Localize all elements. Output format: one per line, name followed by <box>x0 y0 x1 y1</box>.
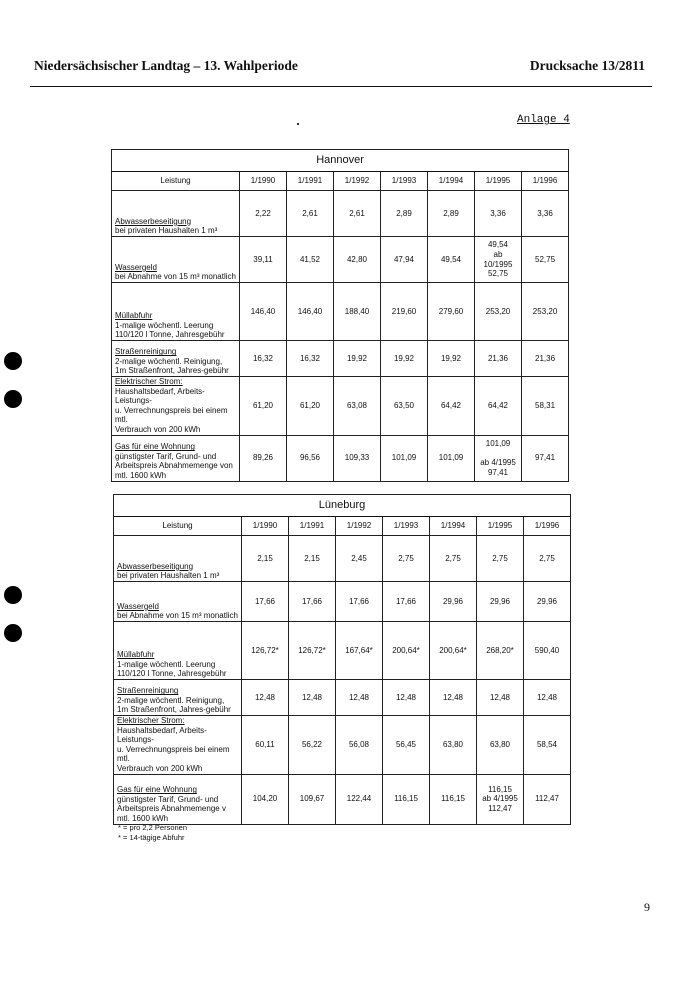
table-cell: 56,45 <box>383 716 430 775</box>
row-heading: Gas für eine Wohnung <box>115 442 195 452</box>
table-cell: 2,61 <box>334 191 381 237</box>
table-cell: 253,20 <box>522 283 569 341</box>
document-header-title: Niedersächsischer Landtag – 13. Wahlperiode <box>34 58 298 73</box>
row-heading: Wassergeld <box>117 601 159 611</box>
table-cell: 12,48 <box>289 680 336 716</box>
table-cell: 116,15 <box>430 774 477 824</box>
table-cell: 58,31 <box>522 377 569 436</box>
table-cell: 61,20 <box>240 377 287 436</box>
table-cell: 63,08 <box>334 377 381 436</box>
table-cell: 167,64* <box>336 622 383 680</box>
table-row <box>112 191 569 237</box>
table-cell: 58,54 <box>524 716 571 775</box>
row-description: 2-malige wöchentl. Reinigung, 1m Straßenfront, Jahres-gebühr <box>117 695 231 715</box>
column-header-year: 1/1994 <box>430 517 477 536</box>
table-cell: 116,15 ab 4/1995 112,47 <box>477 774 524 824</box>
table-cell: 268,20* <box>477 622 524 680</box>
table-row <box>114 536 571 582</box>
row-label <box>114 622 242 680</box>
row-description: günstigster Tarif, Grund- und Arbeitspreis Abnahmemenge von mtl. 1600 kWh <box>115 451 233 480</box>
table-cell: 2,61 <box>287 191 334 237</box>
table-cell: 49,54 <box>428 237 475 283</box>
table-cell: 2,75 <box>477 536 524 582</box>
table-row <box>112 237 569 283</box>
table-cell: 12,48 <box>336 680 383 716</box>
table-cell: 16,32 <box>240 341 287 377</box>
row-description: 1-malige wöchentl. Leerung 110/120 l Tonne, Jahresgebühr <box>115 320 225 340</box>
table-cell: 104,20 <box>242 774 289 824</box>
column-header-row <box>112 172 569 191</box>
column-header-year: 1/1993 <box>381 172 428 191</box>
table-cell: 2,75 <box>383 536 430 582</box>
table-cell: 12,48 <box>242 680 289 716</box>
table-cell: 97,41 <box>522 435 569 481</box>
table-cell: 16,32 <box>287 341 334 377</box>
table-lueneburg <box>113 494 571 825</box>
row-description: günstigster Tarif, Grund- und Arbeitspreis Abnahmemenge v mtl. 1600 kWh <box>117 794 226 823</box>
table-cell: 60,11 <box>242 716 289 775</box>
table-cell: 590,40 <box>524 622 571 680</box>
column-header-year: 1/1994 <box>428 172 475 191</box>
row-description: 1-malige wöchentl. Leerung 110/120 l Tonne, Jahresgebühr <box>117 659 227 679</box>
table-title: Hannover <box>112 150 569 172</box>
column-header-year: 1/1992 <box>334 172 381 191</box>
table-cell: 116,15 <box>383 774 430 824</box>
table-cell: 2,89 <box>381 191 428 237</box>
column-header-leistung: Leistung <box>114 517 242 536</box>
footnote: * = pro 2,2 Personen <box>118 823 188 832</box>
row-label <box>114 774 242 824</box>
table-hannover <box>111 149 569 482</box>
table-row <box>112 341 569 377</box>
table-cell: 3,36 <box>522 191 569 237</box>
row-label <box>114 536 242 582</box>
row-description: bei Abnahme von 15 m³ monatlich <box>115 272 236 282</box>
row-label <box>112 341 240 377</box>
row-description: Haushaltsbedarf, Arbeits- Leistungs- u. Verrechnungspreis bei einem mtl. Verbrauch von 200 kWh <box>117 725 230 773</box>
table-row <box>114 582 571 622</box>
column-header-year: 1/1990 <box>240 172 287 191</box>
row-label <box>112 191 240 237</box>
punch-hole <box>4 624 22 642</box>
table-cell: 63,80 <box>477 716 524 775</box>
row-heading: Müllabfuhr <box>115 311 153 321</box>
column-header-year: 1/1995 <box>477 517 524 536</box>
table-cell: 122,44 <box>336 774 383 824</box>
table-cell: 64,42 <box>475 377 522 436</box>
column-header-year: 1/1996 <box>524 517 571 536</box>
appendix-label: Anlage 4 <box>517 114 570 126</box>
table-cell: 96,56 <box>287 435 334 481</box>
table-cell: 219,60 <box>381 283 428 341</box>
table-row <box>114 716 571 775</box>
row-heading: Straßenreinigung <box>115 347 177 357</box>
column-header-year: 1/1996 <box>522 172 569 191</box>
table-cell: 29,96 <box>524 582 571 622</box>
table-cell: 2,89 <box>428 191 475 237</box>
table-cell: 64,42 <box>428 377 475 436</box>
table-cell: 17,66 <box>336 582 383 622</box>
table-row <box>112 435 569 481</box>
column-header-leistung: Leistung <box>112 172 240 191</box>
table-cell: 12,48 <box>477 680 524 716</box>
table-cell: 2,15 <box>289 536 336 582</box>
table-cell: 49,54 ab 10/1995 52,75 <box>475 237 522 283</box>
table-cell: 2,22 <box>240 191 287 237</box>
table-cell: 63,50 <box>381 377 428 436</box>
row-description: bei Abnahme von 15 m³ monatlich <box>117 611 238 621</box>
table-cell: 39,11 <box>240 237 287 283</box>
table-cell: 101,09 <box>428 435 475 481</box>
column-header-year: 1/1993 <box>383 517 430 536</box>
table-cell: 56,22 <box>289 716 336 775</box>
table-cell: 101,09 ab 4/1995 97,41 <box>475 435 522 481</box>
table-row <box>112 377 569 436</box>
table-cell: 200,64* <box>430 622 477 680</box>
row-label <box>112 283 240 341</box>
table-cell: 56,08 <box>336 716 383 775</box>
table-cell: 47,94 <box>381 237 428 283</box>
table-cell: 17,66 <box>242 582 289 622</box>
header-divider <box>30 86 652 87</box>
footnotes <box>118 823 187 843</box>
table-cell: 19,92 <box>334 341 381 377</box>
table-cell: 112,47 <box>524 774 571 824</box>
table-cell: 41,52 <box>287 237 334 283</box>
footnote: * = 14-tägige Abfuhr <box>118 833 185 843</box>
row-description: 2-malige wöchentl. Reinigung, 1m Straßenfront, Jahres-gebühr <box>115 356 229 376</box>
table-cell: 200,64* <box>383 622 430 680</box>
punch-hole <box>4 390 22 408</box>
row-label <box>114 716 242 775</box>
column-header-row <box>114 517 571 536</box>
scan-speck <box>297 123 299 125</box>
table-cell: 12,48 <box>524 680 571 716</box>
row-heading: Wassergeld <box>115 262 157 272</box>
row-heading: Abwasserbeseitigung <box>117 561 194 571</box>
row-heading: Elektrischer Strom: <box>115 377 183 386</box>
row-heading: Elektrischer Strom: <box>117 716 185 725</box>
row-heading: Abwasserbeseitigung <box>115 216 192 226</box>
table-cell: 17,66 <box>383 582 430 622</box>
table-cell: 146,40 <box>240 283 287 341</box>
column-header-year: 1/1990 <box>242 517 289 536</box>
table-cell: 21,36 <box>522 341 569 377</box>
column-header-year: 1/1991 <box>289 517 336 536</box>
row-label <box>112 377 240 436</box>
row-description: bei privaten Haushalten 1 m³ <box>117 571 220 581</box>
row-label <box>112 435 240 481</box>
table-cell: 101,09 <box>381 435 428 481</box>
column-header-year: 1/1992 <box>336 517 383 536</box>
table-cell: 3,36 <box>475 191 522 237</box>
page-number: 9 <box>644 900 650 914</box>
table-cell: 29,96 <box>430 582 477 622</box>
table-cell: 109,67 <box>289 774 336 824</box>
table-cell: 12,48 <box>383 680 430 716</box>
punch-hole <box>4 586 22 604</box>
table-cell: 126,72* <box>242 622 289 680</box>
table-cell: 29,96 <box>477 582 524 622</box>
table-cell: 126,72* <box>289 622 336 680</box>
row-label <box>112 237 240 283</box>
table-cell: 19,92 <box>428 341 475 377</box>
table-cell: 63,80 <box>430 716 477 775</box>
row-description: Haushaltsbedarf, Arbeits- Leistungs- u. Verrechnungspreis bei einem mtl. Verbrauch von 200 kWh <box>115 386 228 434</box>
table-cell: 2,45 <box>336 536 383 582</box>
table-cell: 17,66 <box>289 582 336 622</box>
row-label <box>114 680 242 716</box>
column-header-year: 1/1995 <box>475 172 522 191</box>
table-cell: 2,75 <box>430 536 477 582</box>
table-cell: 146,40 <box>287 283 334 341</box>
table-title: Lüneburg <box>114 495 571 517</box>
table-cell: 2,15 <box>242 536 289 582</box>
table-cell: 12,48 <box>430 680 477 716</box>
table-row <box>114 622 571 680</box>
document-number: Drucksache 13/2811 <box>529 58 645 73</box>
table-cell: 89,26 <box>240 435 287 481</box>
row-description: bei privaten Haushalten 1 m³ <box>115 226 218 236</box>
table-cell: 19,92 <box>381 341 428 377</box>
table-cell: 21,36 <box>475 341 522 377</box>
table-cell: 188,40 <box>334 283 381 341</box>
table-cell: 253,20 <box>475 283 522 341</box>
table-cell: 279,60 <box>428 283 475 341</box>
row-heading: Straßenreinigung <box>117 686 179 696</box>
table-row <box>114 680 571 716</box>
punch-hole <box>4 352 22 370</box>
table-cell: 2,75 <box>524 536 571 582</box>
table-cell: 42,80 <box>334 237 381 283</box>
column-header-year: 1/1991 <box>287 172 334 191</box>
row-heading: Gas für eine Wohnung <box>117 785 197 795</box>
row-heading: Müllabfuhr <box>117 650 155 660</box>
table-row <box>114 774 571 824</box>
row-label <box>114 582 242 622</box>
table-cell: 52,75 <box>522 237 569 283</box>
table-cell: 109,33 <box>334 435 381 481</box>
table-cell: 61,20 <box>287 377 334 436</box>
table-row <box>112 283 569 341</box>
